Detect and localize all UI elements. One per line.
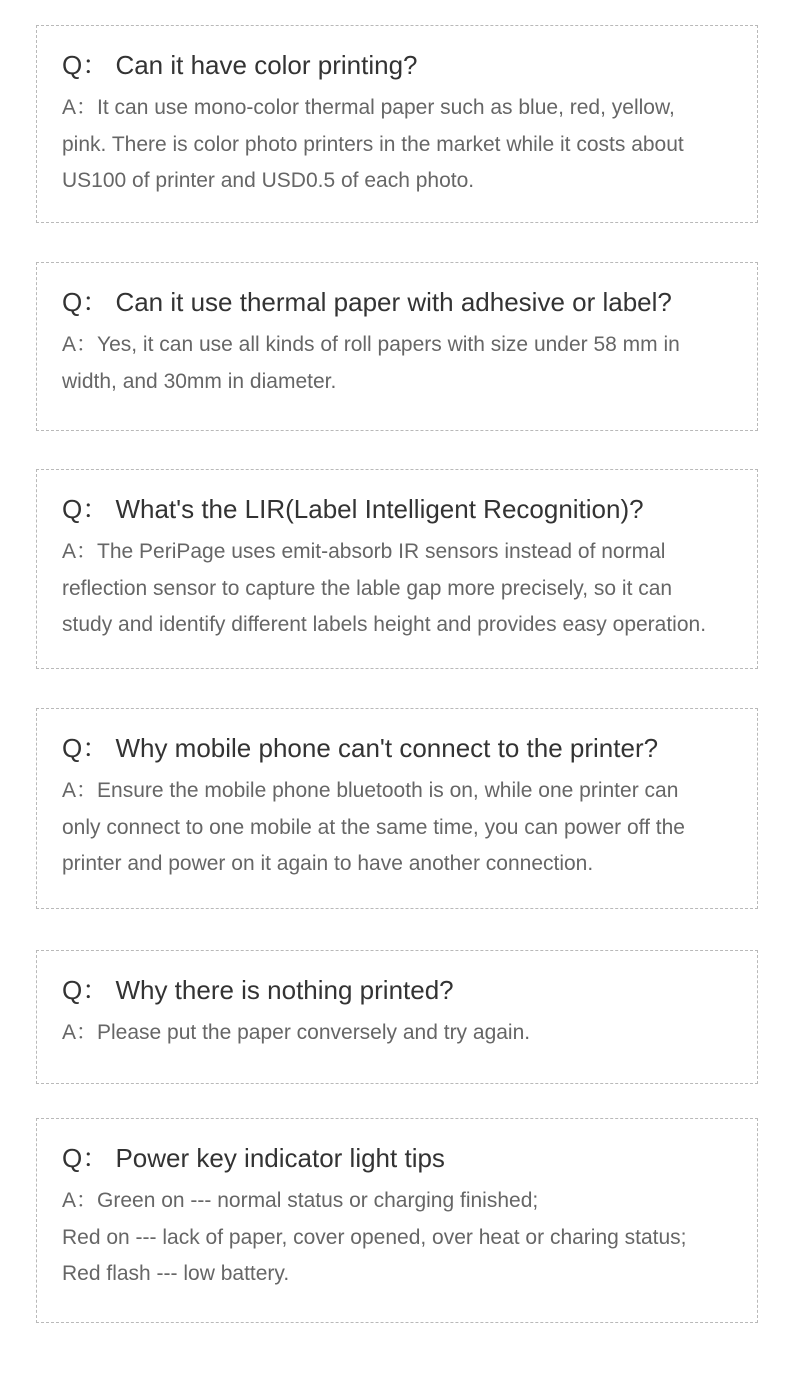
faq-card-phone-connect (36, 708, 758, 909)
faq-card-adhesive-label (36, 262, 758, 431)
faq-question: Q： Why mobile phone can't connect to the printer? (62, 733, 659, 763)
faq-answer-line: width, and 30mm in diameter. (62, 369, 337, 393)
faq-answer-line: study and identify different labels height and provides easy operation. (62, 613, 707, 636)
faq-answer-line: reflection sensor to capture the lable gap more precisely, so it can (62, 576, 673, 600)
faq-card-lir (36, 469, 758, 669)
faq-answer (62, 1015, 741, 1052)
faq-answer (62, 1183, 741, 1293)
faq-question: Q： Why there is nothing printed? (62, 975, 454, 1005)
faq-answer-line: A：The PeriPage uses emit-absorb IR sensors instead of normal (62, 540, 666, 563)
faq-answer-line: A：Green on --- normal status or charging finished; (62, 1189, 539, 1212)
faq-question: Q： Power key indicator light tips (62, 1143, 445, 1173)
faq-question: Q： Can it use thermal paper with adhesive or label? (62, 287, 672, 317)
faq-answer (62, 90, 741, 200)
faq-question: Q： Can it have color printing? (62, 50, 418, 80)
faq-answer-line: A：Yes, it can use all kinds of roll papers with size under 58 mm in (62, 333, 680, 356)
faq-answer-line: Red on --- lack of paper, cover opened, over heat or charing status; (62, 1225, 687, 1249)
faq-answer-line: pink. There is color photo printers in the market while it costs about (62, 132, 684, 156)
faq-card-nothing-printed (36, 950, 758, 1084)
faq-answer (62, 534, 741, 644)
faq-answer-line: only connect to one mobile at the same time, you can power off the (62, 815, 685, 839)
faq-answer-line: printer and power on it again to have another connection. (62, 852, 594, 875)
faq-answer (62, 773, 741, 883)
faq-answer-line: US100 of printer and USD0.5 of each photo. (62, 169, 475, 192)
faq-answer-line: A：It can use mono-color thermal paper such as blue, red, yellow, (62, 96, 675, 119)
faq-answer-line: A：Please put the paper conversely and try again. (62, 1021, 531, 1044)
faq-answer-line: Red flash --- low battery. (62, 1262, 290, 1285)
faq-answer-line: A：Ensure the mobile phone bluetooth is on, while one printer can (62, 779, 679, 802)
faq-question: Q： What's the LIR(Label Intelligent Recognition)? (62, 494, 644, 524)
faq-answer (62, 327, 741, 400)
faq-card-power-key (36, 1118, 758, 1323)
faq-card-color-printing (36, 25, 758, 223)
